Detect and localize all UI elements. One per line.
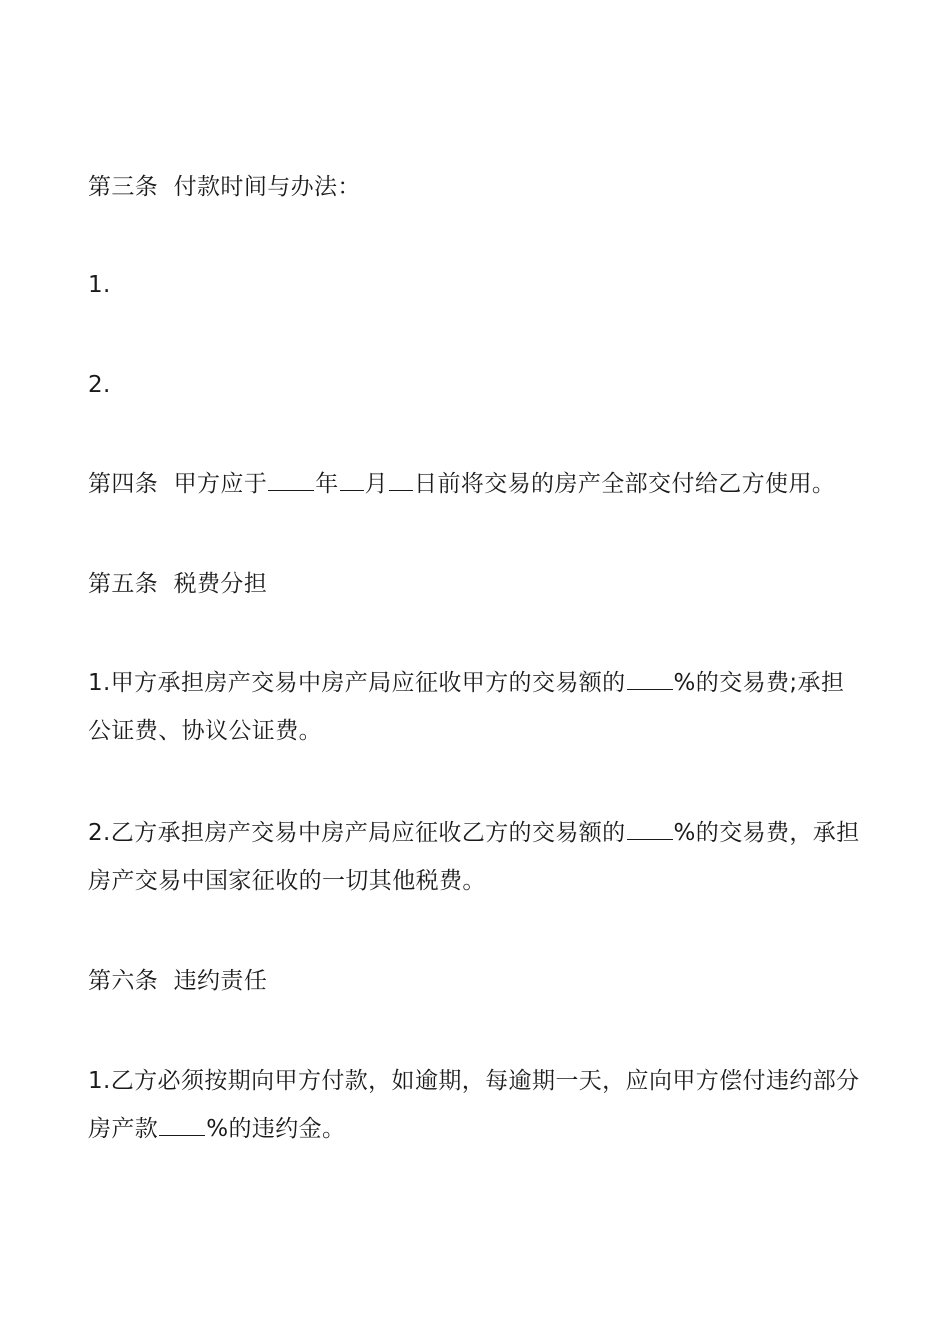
article-5-heading: [88, 560, 864, 608]
year-blank: [268, 470, 314, 491]
article-3-heading: [88, 163, 864, 211]
article-5-item-2-before: 2.乙方承担房产交易中房产局应征收乙方的交易额的: [88, 820, 626, 846]
article-5-item-2: [88, 809, 864, 905]
article-5-item-1: [88, 659, 864, 755]
article-3-item-1: [88, 261, 864, 309]
article-5-title: 第五条 税费分担: [88, 571, 268, 597]
article-6-item-1-after: %的违约金。: [206, 1116, 346, 1142]
article-4-suffix: 日前将交易的房产全部交付给乙方使用。: [414, 471, 836, 497]
article-3-title: 第三条 付款时间与办法：: [88, 174, 361, 200]
article-5-item-2-after: %的交易费，承担房产交易中国家征收的一切其他税费。: [88, 820, 860, 894]
article-4-month-label: 月: [364, 471, 389, 497]
article-6-item-1-before: 1.乙方必须按期向甲方付款，如逾期，每逾期一天，应向甲方偿付违约部分房产款: [88, 1068, 860, 1142]
day-blank: [389, 470, 413, 491]
article-4-prefix: 第四条 甲方应于: [88, 471, 268, 497]
percent-blank: [627, 669, 673, 690]
article-3-item-1-number: 1.: [88, 272, 111, 298]
month-blank: [340, 470, 364, 491]
article-4-paragraph: [88, 460, 864, 508]
article-6-item-1: [88, 1057, 864, 1153]
article-5-item-1-after: %的交易费;承担公证费、协议公证费。: [88, 670, 845, 744]
article-3-item-2: [88, 361, 864, 409]
percent-blank: [159, 1115, 205, 1136]
article-3-item-2-number: 2.: [88, 372, 111, 398]
article-5-item-1-before: 1.甲方承担房产交易中房产局应征收甲方的交易额的: [88, 670, 626, 696]
article-6-title: 第六条 违约责任: [88, 968, 268, 994]
article-6-heading: [88, 957, 864, 1005]
percent-blank: [627, 819, 673, 840]
article-4-year-label: 年: [315, 471, 339, 497]
